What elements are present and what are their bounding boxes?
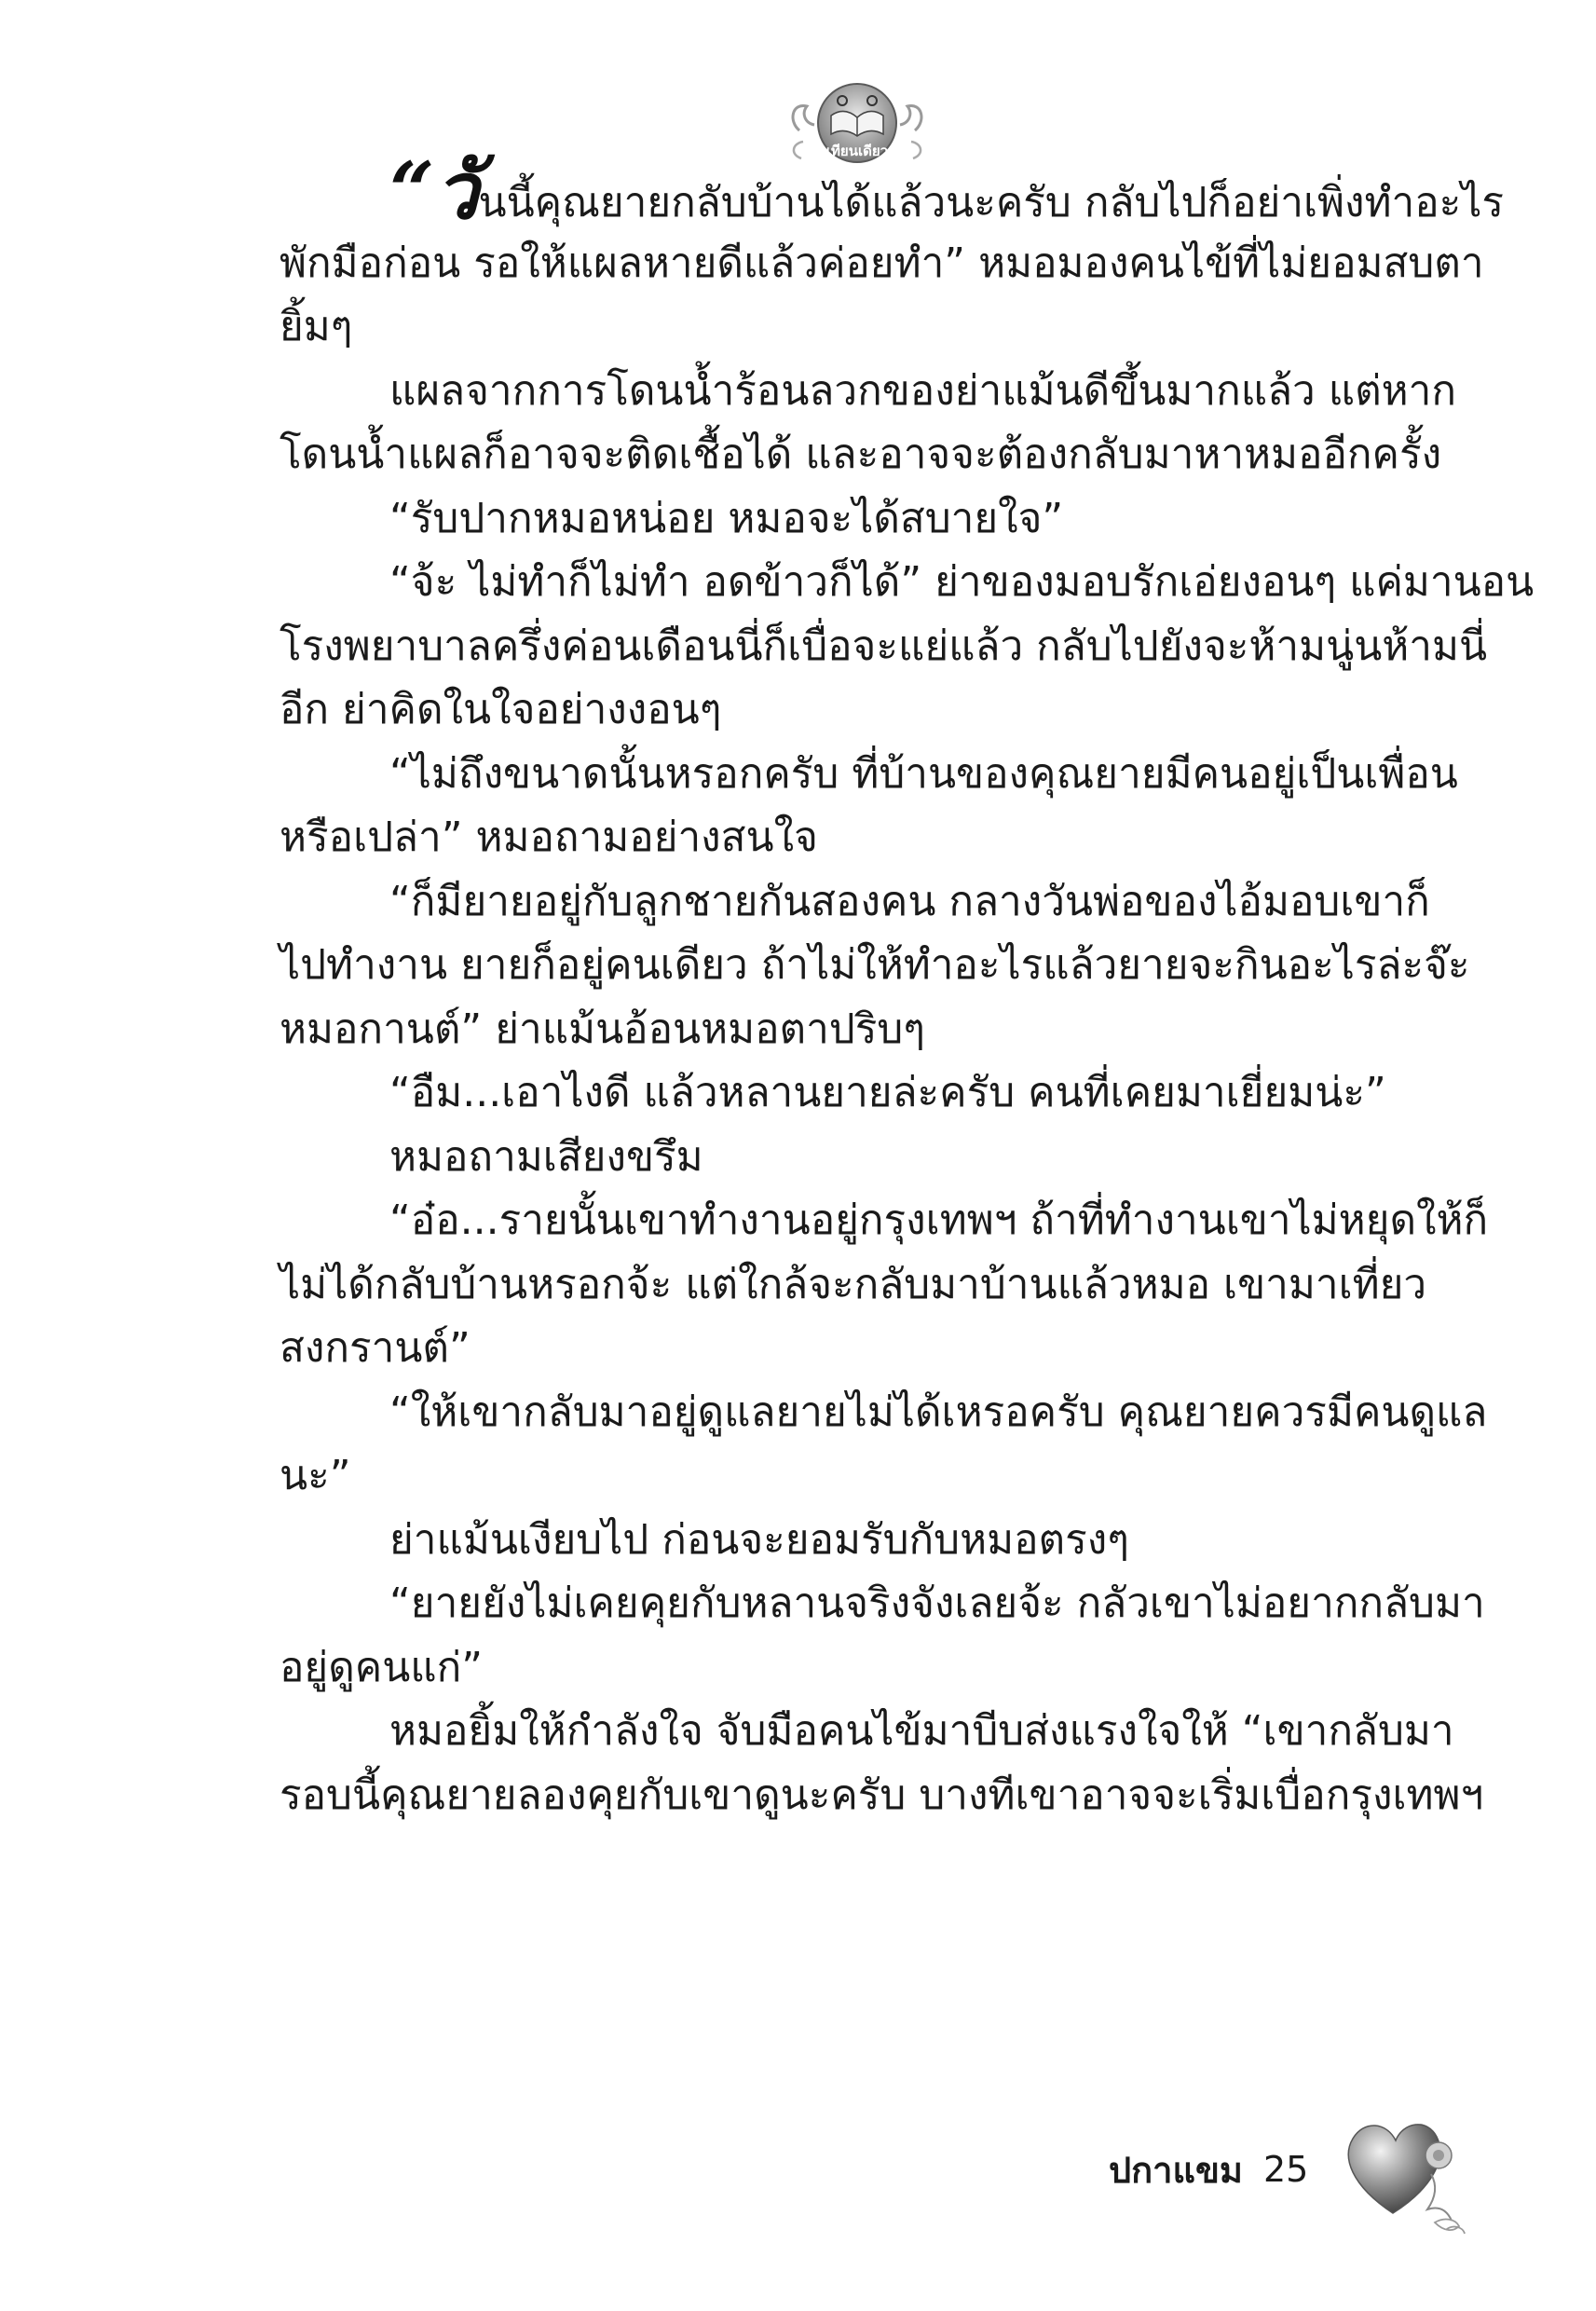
text-line: “รับปากหมอหน่อย หมอจะได้สบายใจ” [389, 494, 1064, 542]
text-line: หมอถามเสียงขรึม [389, 1132, 703, 1181]
text-line: สงกรานต์” [280, 1324, 471, 1372]
text-line: แผลจากการโดนน้ำร้อนลวกของย่าแม้นดีขึ้นมากแล้ว แต่หาก [389, 366, 1457, 415]
heart-ornament-icon [1342, 2101, 1472, 2241]
page-number: 25 [1262, 2149, 1309, 2190]
text-line: “อืม...เอาไงดี แล้วหลานยายล่ะครับ คนที่เคยมาเยี่ยมน่ะ” [389, 1069, 1386, 1116]
text-line: อีก ย่าคิดในใจอย่างงอนๆ [280, 686, 722, 733]
emblem-label: เทียนเดียว [825, 143, 889, 159]
drop-cap: “วั [389, 144, 479, 237]
text-line: “ยายยังไม่เคยคุยกับหลานจริงจังเลยจ้ะ กลัวเขาไม่อยากกลับมา [389, 1579, 1485, 1627]
text-line: ยิ้มๆ [280, 303, 353, 350]
text-line: นะ” [280, 1452, 351, 1499]
text-line: “วันนี้คุณยายกลับบ้านได้แล้วนะครับ กลับไปก็อย่าเพิ่งทำอะไร [389, 144, 1505, 237]
text-line: ไม่ได้กลับบ้านหรอกจ้ะ แต่ใกล้จะกลับมาบ้านแล้วหมอ เขามาเที่ยว [280, 1260, 1427, 1308]
text-line: ไปทำงาน ยายก็อยู่คนเดียว ถ้าไม่ให้ทำอะไรแล้วยายจะกินอะไรล่ะจ๊ะ [280, 941, 1470, 989]
text-line: อยู่ดูคนแก่” [280, 1643, 484, 1691]
book-title: ปกาแขม [1109, 2149, 1243, 2191]
text-line: “ให้เขากลับมาอยู่ดูแลยายไม่ได้เหรอครับ คุณยายควรมีคนดูแล [389, 1388, 1488, 1436]
text-line: หมอกานต์” ย่าแม้นอ้อนหมอตาปริบๆ [280, 1005, 925, 1053]
text-line: “จ้ะ ไม่ทำก็ไม่ทำ อดข้าวก็ได้” ย่าของมอบรักเอ่ยงอนๆ แค่มานอน [389, 558, 1535, 606]
text-line: รอบนี้คุณยายลองคุยกับเขาดูนะครับ บางทีเขาอาจจะเริ่มเบื่อกรุงเทพฯ [280, 1771, 1484, 1819]
text-line: โรงพยาบาลครึ่งค่อนเดือนนี่ก็เบื่อจะแย่แล้ว กลับไปยังจะห้ามนู่นห้ามนี่ [280, 622, 1488, 670]
text-line: หรือเปล่า” หมอถามอย่างสนใจ [280, 814, 818, 861]
text-line: ย่าแม้นเงียบไป ก่อนจะยอมรับกับหมอตรงๆ [389, 1515, 1129, 1564]
page-footer [1109, 2141, 1308, 2197]
text-line: หมอยิ้มให้กำลังใจ จับมือคนไข้มาบีบส่งแรงใจให้ “เขากลับมา [389, 1707, 1454, 1755]
text-line: “ไม่ถึงขนาดนั้นหรอกครับ ที่บ้านของคุณยายมีคนอยู่เป็นเพื่อน [389, 749, 1458, 798]
text-line: พักมือก่อน รอให้แผลหายดีแล้วค่อยทำ” หมอมองคนไข้ที่ไม่ยอมสบตา [280, 239, 1484, 287]
text-line: โดนน้ำแผลก็อาจจะติดเชื้อได้ และอาจจะต้องกลับมาหาหมออีกครั้ง [280, 431, 1442, 478]
text-line: “อ๋อ...รายนั้นเขาทำงานอยู่กรุงเทพฯ ถ้าที่ทำงานเขาไม่หยุดให้ก็ [389, 1197, 1489, 1244]
text-line: “ก็มียายอยู่กับลูกชายกันสองคน กลางวันพ่อของไอ้มอบเขาก็ [389, 877, 1430, 925]
